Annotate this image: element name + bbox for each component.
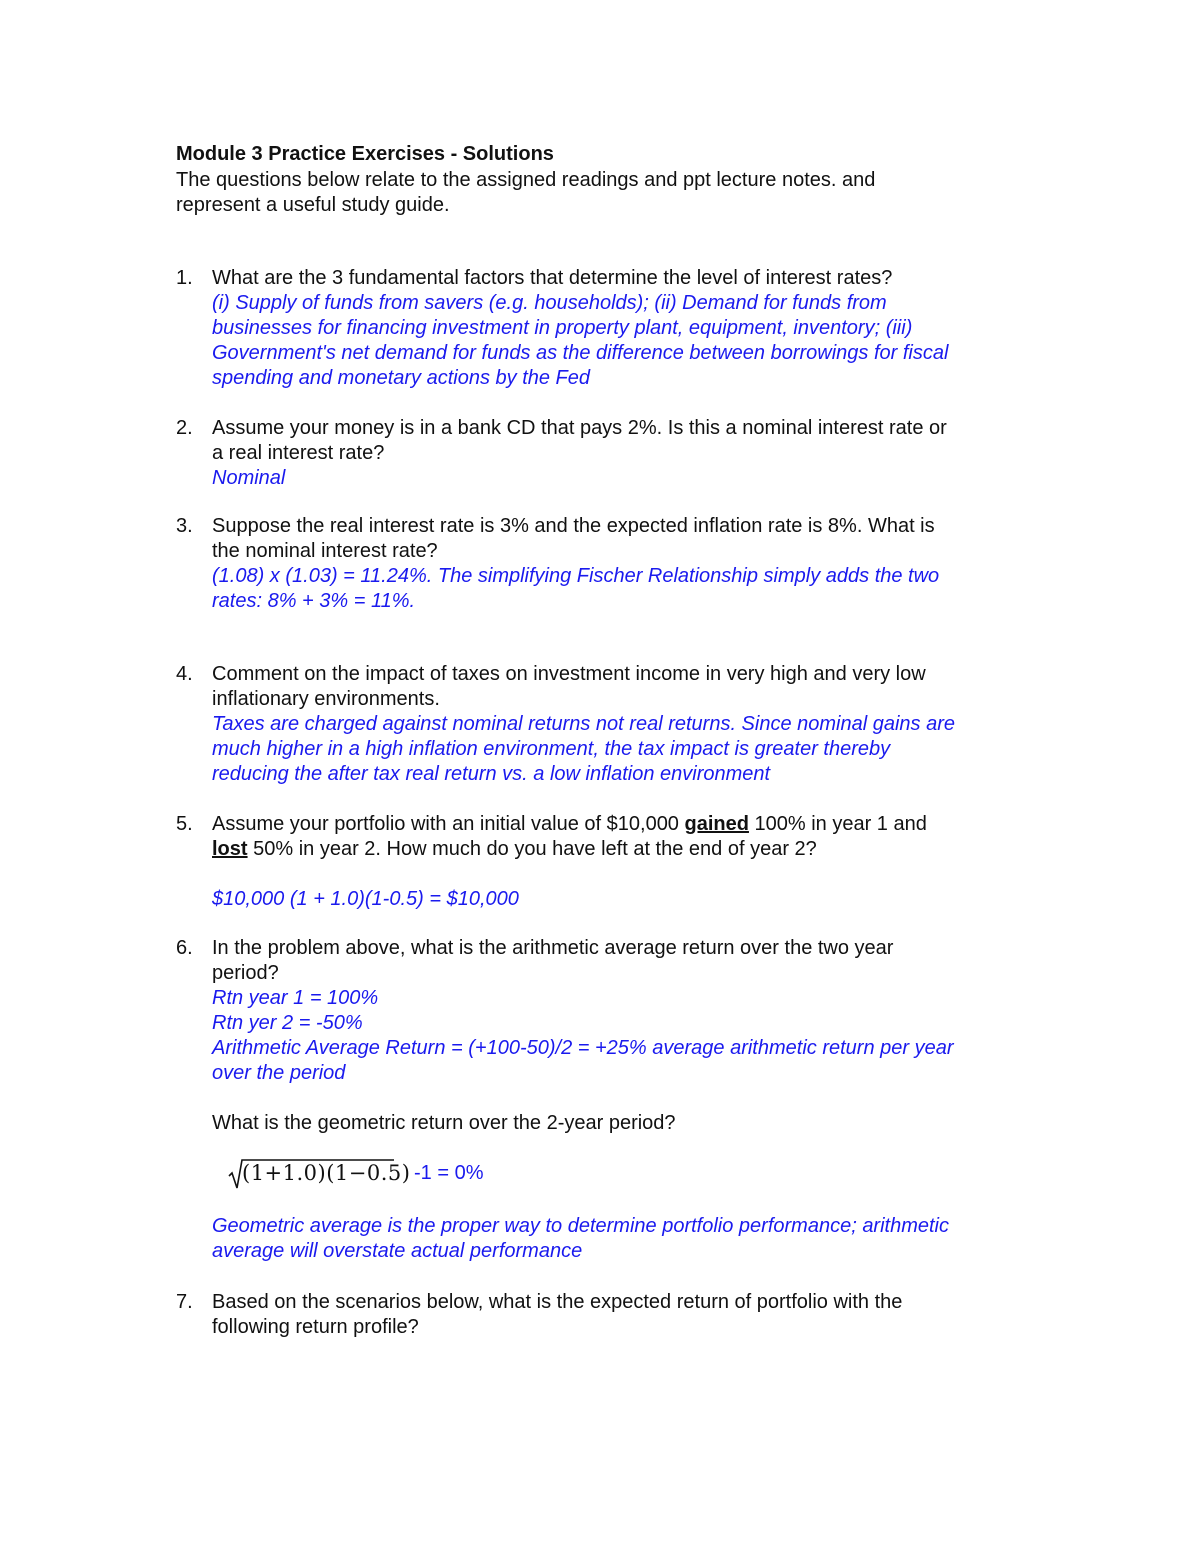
- answer-line: spending and monetary actions by the Fed: [212, 367, 591, 389]
- question-number: 6.: [176, 937, 193, 959]
- question-text-part: 50% in year 2. How much do you have left at the end of year 2?: [247, 838, 817, 860]
- question-text-part: 100% in year 1 and: [748, 813, 927, 835]
- answer-line: Rtn year 1 = 100%: [212, 987, 379, 1009]
- intro-line: represent a useful study guide.: [176, 194, 450, 216]
- question-text: Suppose the real interest rate is 3% and the expected inflation rate is 8%. What is: [212, 515, 935, 537]
- answer-line: Taxes are charged against nominal returns not real returns. Since nominal gains are: [212, 713, 956, 735]
- question-text: Comment on the impact of taxes on investment income in very high and very low: [212, 663, 926, 685]
- question-number: 7.: [176, 1291, 193, 1313]
- answer-line: reducing the after tax real return vs. a low inflation environment: [212, 763, 771, 785]
- answer-line: Rtn yer 2 = -50%: [212, 1012, 363, 1034]
- question-text: the nominal interest rate?: [212, 540, 438, 562]
- answer-line: Nominal: [212, 467, 286, 489]
- question-text: [212, 812, 1032, 837]
- answer-line: (i) Supply of funds from savers (e.g. households); (ii) Demand for funds from: [212, 292, 887, 314]
- emphasis-lost: lost: [212, 838, 248, 860]
- question-number: 1.: [176, 267, 193, 289]
- intro-text: [176, 168, 976, 218]
- answer-line: much higher in a high inflation environment, the tax impact is greater thereby: [212, 738, 891, 760]
- question-number: 5.: [176, 813, 193, 835]
- question-text: [212, 837, 1032, 862]
- formula-expression: (1+1.0)(1−0.5): [242, 1161, 411, 1185]
- formula-result: -1 = 0%: [414, 1162, 484, 1184]
- intro-line: The questions below relate to the assigned readings and ppt lecture notes. and: [176, 169, 876, 191]
- question-text-part: Assume your portfolio with an initial value of $10,000: [212, 813, 685, 835]
- answer-line: average will overstate actual performance: [212, 1240, 583, 1262]
- question-text: In the problem above, what is the arithmetic average return over the two year: [212, 937, 894, 959]
- question-text: a real interest rate?: [212, 442, 385, 464]
- answer-line: Government's net demand for funds as the difference between borrowings for fiscal: [212, 342, 949, 364]
- question-text: What are the 3 fundamental factors that determine the level of interest rates?: [212, 267, 893, 289]
- answer-line: $10,000 (1 + 1.0)(1-0.5) = $10,000: [212, 888, 519, 910]
- question-text: What is the geometric return over the 2-year period?: [212, 1112, 676, 1134]
- question-text: inflationary environments.: [212, 688, 440, 710]
- question-number: 4.: [176, 663, 193, 685]
- answer-line: Geometric average is the proper way to determine portfolio performance; arithmetic: [212, 1215, 950, 1237]
- page-title: Module 3 Practice Exercises - Solutions: [176, 143, 554, 165]
- question-text: Based on the scenarios below, what is the expected return of portfolio with the: [212, 1291, 903, 1313]
- question-text: period?: [212, 962, 279, 984]
- answer-line: (1.08) x (1.03) = 11.24%. The simplifying Fischer Relationship simply adds the two: [212, 565, 940, 587]
- answer-line: rates: 8% + 3% = 11%.: [212, 590, 416, 612]
- answer-line: over the period: [212, 1062, 346, 1084]
- question-text: following return profile?: [212, 1316, 419, 1338]
- question-number: 3.: [176, 515, 193, 537]
- question-text: Assume your money is in a bank CD that pays 2%. Is this a nominal interest rate or: [212, 417, 947, 439]
- answer-line: Arithmetic Average Return = (+100-50)/2 = +25% average arithmetic return per year: [212, 1037, 954, 1059]
- emphasis-gained: gained: [684, 813, 749, 835]
- question-number: 2.: [176, 417, 193, 439]
- answer-line: businesses for financing investment in property plant, equipment, inventory; (iii): [212, 317, 913, 339]
